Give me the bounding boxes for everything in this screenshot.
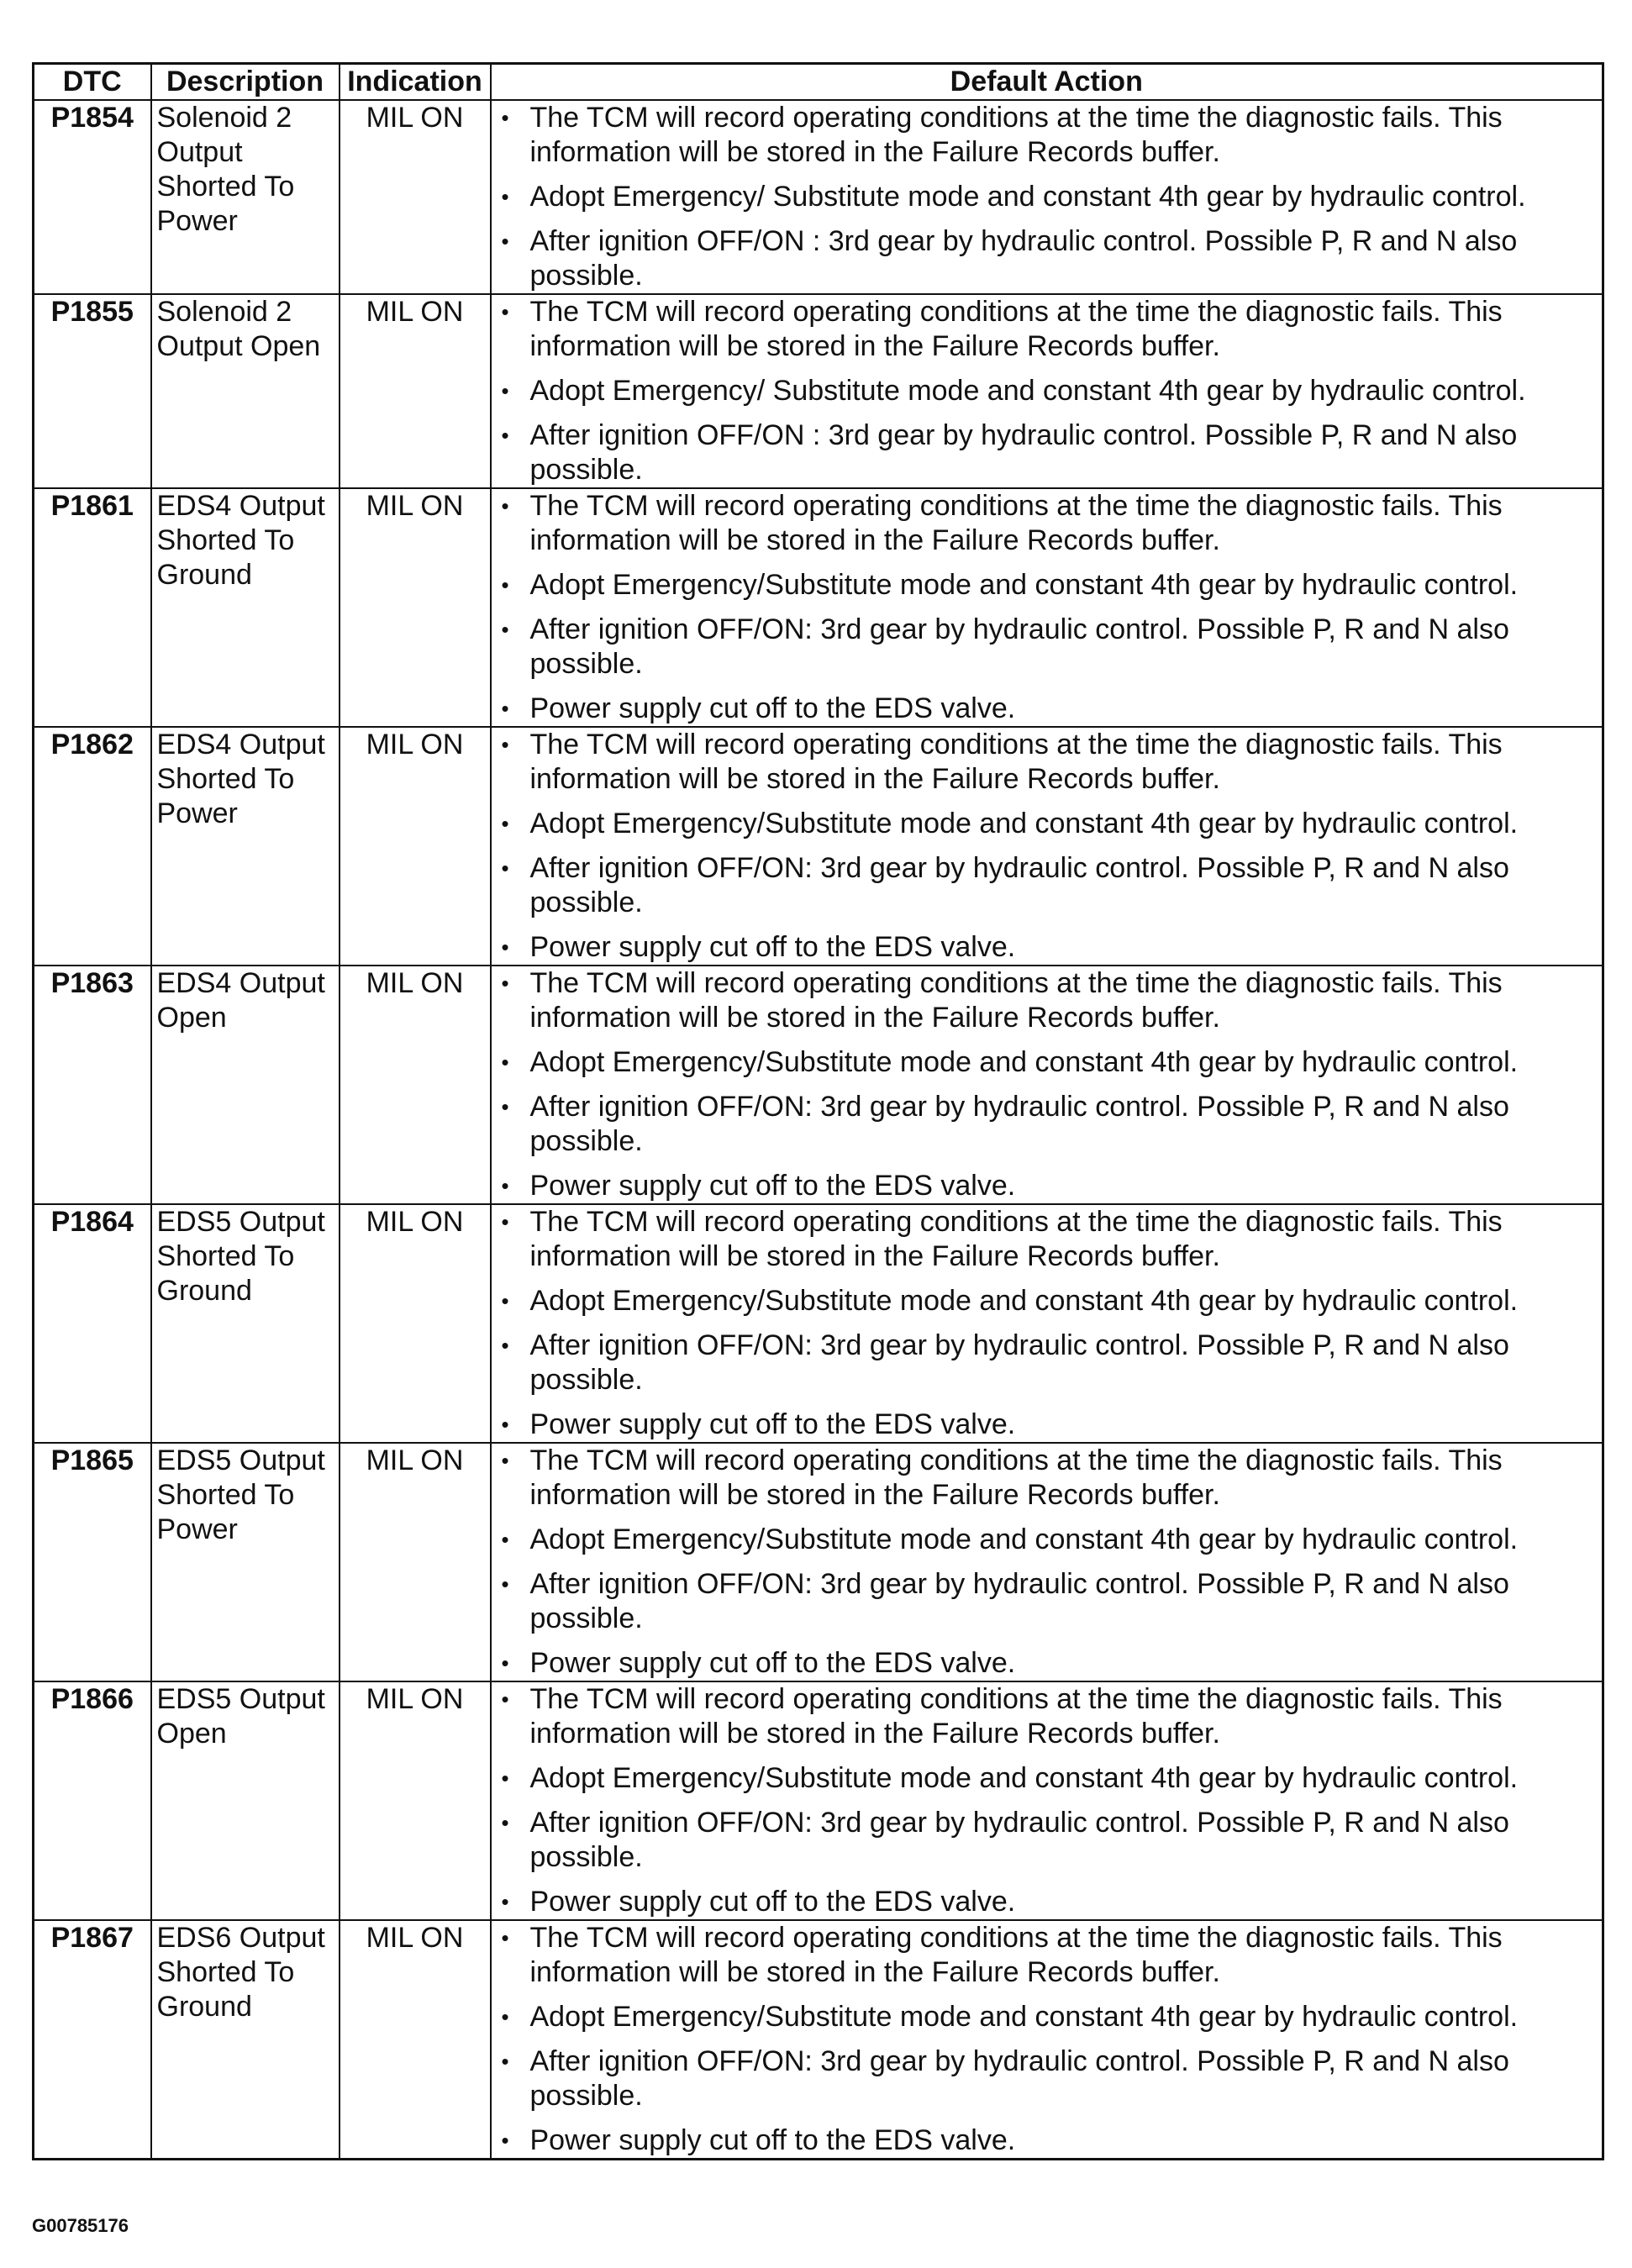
table-row: [34, 1443, 1603, 1681]
default-action-item: • After ignition OFF/ON: 3rd gear by hydraulic control. Possible P, R and N also possible.: [500, 613, 1596, 681]
default-action-list: [500, 1444, 1596, 1681]
figure-id: G00785176: [32, 2215, 129, 2236]
default-action-cell: [491, 966, 1603, 1204]
dtc-description: EDS5 Output Shorted To Ground: [151, 1204, 340, 1443]
dtc-code: P1865: [34, 1443, 151, 1681]
default-action-item: • The TCM will record operating conditions at the time the diagnostic fails. This information will be stored in the Failure Records buffer.: [500, 295, 1596, 364]
default-action-item: • Adopt Emergency/Substitute mode and constant 4th gear by hydraulic control.: [500, 1761, 1596, 1796]
default-action-item: • Power supply cut off to the EDS valve.: [500, 1646, 1596, 1681]
default-action-item: • Adopt Emergency/ Substitute mode and constant 4th gear by hydraulic control.: [500, 180, 1596, 214]
default-action-item: • Adopt Emergency/Substitute mode and constant 4th gear by hydraulic control.: [500, 1045, 1596, 1080]
dtc-code: P1864: [34, 1204, 151, 1443]
dtc-indication: MIL ON: [340, 1204, 491, 1443]
table-header: [34, 64, 1603, 101]
default-action-list: [500, 295, 1596, 487]
dtc-code: P1866: [34, 1681, 151, 1920]
default-action-item: • Power supply cut off to the EDS valve.: [500, 1169, 1596, 1203]
default-action-item: • After ignition OFF/ON: 3rd gear by hydraulic control. Possible P, R and N also possible.: [500, 1090, 1596, 1159]
default-action-item: • Adopt Emergency/Substitute mode and constant 4th gear by hydraulic control.: [500, 807, 1596, 841]
default-action-item: • The TCM will record operating conditions at the time the diagnostic fails. This information will be stored in the Failure Records buffer.: [500, 101, 1596, 170]
dtc-description: EDS4 Output Shorted To Ground: [151, 488, 340, 727]
table-row: [34, 966, 1603, 1204]
table-row: [34, 488, 1603, 727]
dtc-description: EDS5 Output Shorted To Power: [151, 1443, 340, 1681]
default-action-item: • The TCM will record operating conditions at the time the diagnostic fails. This information will be stored in the Failure Records buffer.: [500, 728, 1596, 797]
dtc-indication: MIL ON: [340, 100, 491, 294]
default-action-item: • The TCM will record operating conditions at the time the diagnostic fails. This information will be stored in the Failure Records buffer.: [500, 1682, 1596, 1751]
header-description: Description: [151, 64, 340, 101]
dtc-indication: MIL ON: [340, 1920, 491, 2160]
dtc-indication: MIL ON: [340, 1681, 491, 1920]
dtc-indication: MIL ON: [340, 727, 491, 966]
table-row: [34, 100, 1603, 294]
dtc-indication: MIL ON: [340, 1443, 491, 1681]
default-action-list: [500, 728, 1596, 965]
dtc-code: P1867: [34, 1920, 151, 2160]
default-action-item: • The TCM will record operating conditions at the time the diagnostic fails. This information will be stored in the Failure Records buffer.: [500, 966, 1596, 1035]
table-row: [34, 1681, 1603, 1920]
default-action-item: • The TCM will record operating conditions at the time the diagnostic fails. This information will be stored in the Failure Records buffer.: [500, 1444, 1596, 1513]
default-action-item: • The TCM will record operating conditions at the time the diagnostic fails. This information will be stored in the Failure Records buffer.: [500, 1205, 1596, 1274]
default-action-item: • After ignition OFF/ON: 3rd gear by hydraulic control. Possible P, R and N also possible.: [500, 1806, 1596, 1875]
dtc-code: P1855: [34, 294, 151, 488]
default-action-item: • Adopt Emergency/Substitute mode and constant 4th gear by hydraulic control.: [500, 1284, 1596, 1318]
table-row: [34, 294, 1603, 488]
dtc-indication: MIL ON: [340, 294, 491, 488]
default-action-item: • After ignition OFF/ON: 3rd gear by hydraulic control. Possible P, R and N also possible.: [500, 1567, 1596, 1636]
default-action-item: • After ignition OFF/ON : 3rd gear by hydraulic control. Possible P, R and N also possible.: [500, 224, 1596, 293]
default-action-item: • Power supply cut off to the EDS valve.: [500, 930, 1596, 965]
dtc-table: [32, 62, 1604, 2160]
default-action-cell: [491, 294, 1603, 488]
default-action-item: • After ignition OFF/ON : 3rd gear by hydraulic control. Possible P, R and N also possible.: [500, 418, 1596, 487]
dtc-description: Solenoid 2 Output Open: [151, 294, 340, 488]
table-body: [34, 100, 1603, 2160]
dtc-code: P1861: [34, 488, 151, 727]
default-action-item: • Power supply cut off to the EDS valve.: [500, 2123, 1596, 2158]
dtc-description: EDS4 Output Open: [151, 966, 340, 1204]
default-action-cell: [491, 100, 1603, 294]
default-action-item: • Power supply cut off to the EDS valve.: [500, 1885, 1596, 1919]
default-action-item: • Adopt Emergency/ Substitute mode and constant 4th gear by hydraulic control.: [500, 374, 1596, 408]
default-action-cell: [491, 1443, 1603, 1681]
dtc-code: P1862: [34, 727, 151, 966]
dtc-indication: MIL ON: [340, 488, 491, 727]
header-default-action: Default Action: [491, 64, 1603, 101]
default-action-item: • The TCM will record operating conditions at the time the diagnostic fails. This information will be stored in the Failure Records buffer.: [500, 1921, 1596, 1990]
default-action-list: [500, 1682, 1596, 1919]
default-action-list: [500, 1921, 1596, 2158]
default-action-cell: [491, 1204, 1603, 1443]
default-action-item: • Adopt Emergency/Substitute mode and constant 4th gear by hydraulic control.: [500, 1523, 1596, 1557]
dtc-description: EDS4 Output Shorted To Power: [151, 727, 340, 966]
default-action-cell: [491, 727, 1603, 966]
default-action-item: • After ignition OFF/ON: 3rd gear by hydraulic control. Possible P, R and N also possible.: [500, 1329, 1596, 1397]
table-row: [34, 1204, 1603, 1443]
header-row: [34, 64, 1603, 101]
default-action-item: • After ignition OFF/ON: 3rd gear by hydraulic control. Possible P, R and N also possible.: [500, 851, 1596, 920]
default-action-list: [500, 489, 1596, 726]
default-action-item: • The TCM will record operating conditions at the time the diagnostic fails. This information will be stored in the Failure Records buffer.: [500, 489, 1596, 558]
header-dtc: DTC: [34, 64, 151, 101]
header-indication: Indication: [340, 64, 491, 101]
default-action-cell: [491, 1920, 1603, 2160]
table-row: [34, 1920, 1603, 2160]
default-action-item: • After ignition OFF/ON: 3rd gear by hydraulic control. Possible P, R and N also possible.: [500, 2044, 1596, 2113]
dtc-code: P1863: [34, 966, 151, 1204]
default-action-item: • Power supply cut off to the EDS valve.: [500, 692, 1596, 726]
default-action-cell: [491, 1681, 1603, 1920]
default-action-item: • Power supply cut off to the EDS valve.: [500, 1408, 1596, 1442]
table-row: [34, 727, 1603, 966]
dtc-description: EDS6 Output Shorted To Ground: [151, 1920, 340, 2160]
dtc-description: EDS5 Output Open: [151, 1681, 340, 1920]
dtc-description: Solenoid 2 Output Shorted To Power: [151, 100, 340, 294]
default-action-list: [500, 966, 1596, 1203]
default-action-item: • Adopt Emergency/Substitute mode and constant 4th gear by hydraulic control.: [500, 568, 1596, 603]
default-action-list: [500, 1205, 1596, 1442]
default-action-list: [500, 101, 1596, 293]
default-action-cell: [491, 488, 1603, 727]
dtc-indication: MIL ON: [340, 966, 491, 1204]
dtc-code: P1854: [34, 100, 151, 294]
default-action-item: • Adopt Emergency/Substitute mode and constant 4th gear by hydraulic control.: [500, 2000, 1596, 2034]
